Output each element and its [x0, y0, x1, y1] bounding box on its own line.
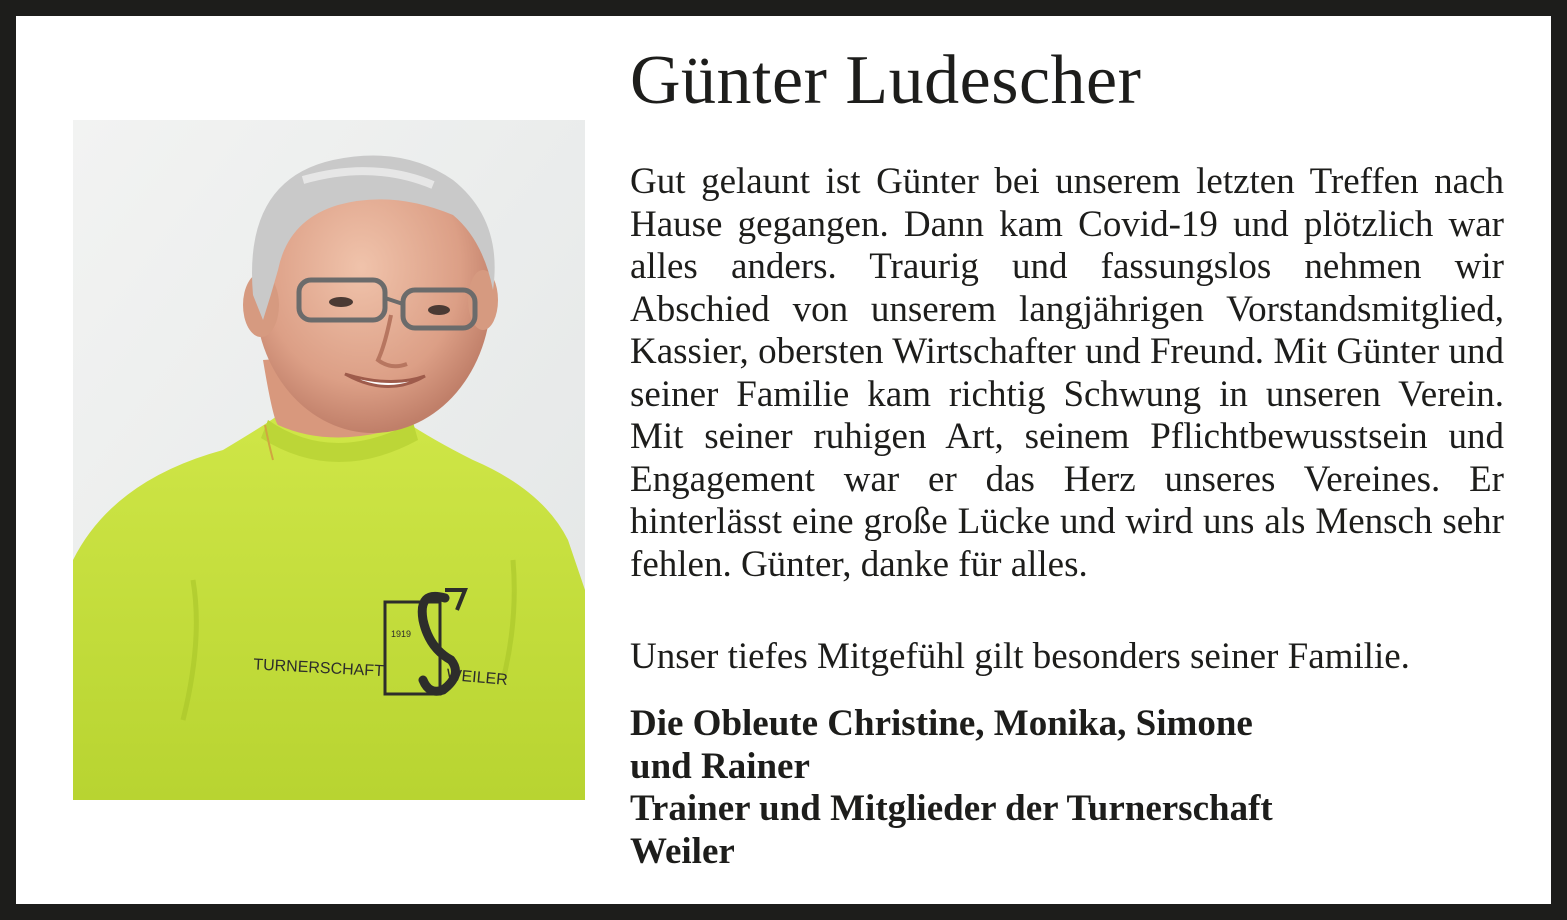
- obituary-header: [630, 40, 1504, 122]
- signature-line: Weiler: [630, 830, 735, 872]
- signature-line: Trainer und Mitglieder der Turnerschaft: [630, 788, 1273, 829]
- portrait-photo: [73, 120, 585, 800]
- obituary-closing: Unser tiefes Mitgefühl gilt besonders seiner Familie.: [630, 636, 1410, 677]
- shirt-year: 1919: [391, 629, 412, 639]
- signature-line: Die Obleute Christine, Monika, Simone: [630, 703, 1253, 744]
- shirt-text-right: WEILER: [445, 666, 509, 689]
- deceased-name: Günter Ludescher: [630, 42, 1142, 119]
- obituary-signature: [630, 703, 1504, 873]
- signature-line: und Rainer: [630, 745, 810, 787]
- obituary-body: Gut gelaunt ist Günter bei unserem letzten Treffen nach Hause gegangen. Dann kam Covid-19 und plötzlich war alles anders. Traurig und fassungslos nehmen wir Abschied von unserem langjährigen Vorstandsmitglied, Kassier, obersten Wirtschafter und Freund. Mit Günter und seiner Familie kam richtig Schwung in unseren Verein. Mit seiner ruhigen Art, seinem Pflichtbewusstsein und Engagement war er das Herz unseres Vereines. Er hinterlässt eine große Lücke und wird uns als Mensch sehr fehlen. Günter, danke für alles.: [630, 161, 1504, 585]
- shirt-text-left: TURNERSCHAFT: [252, 656, 385, 681]
